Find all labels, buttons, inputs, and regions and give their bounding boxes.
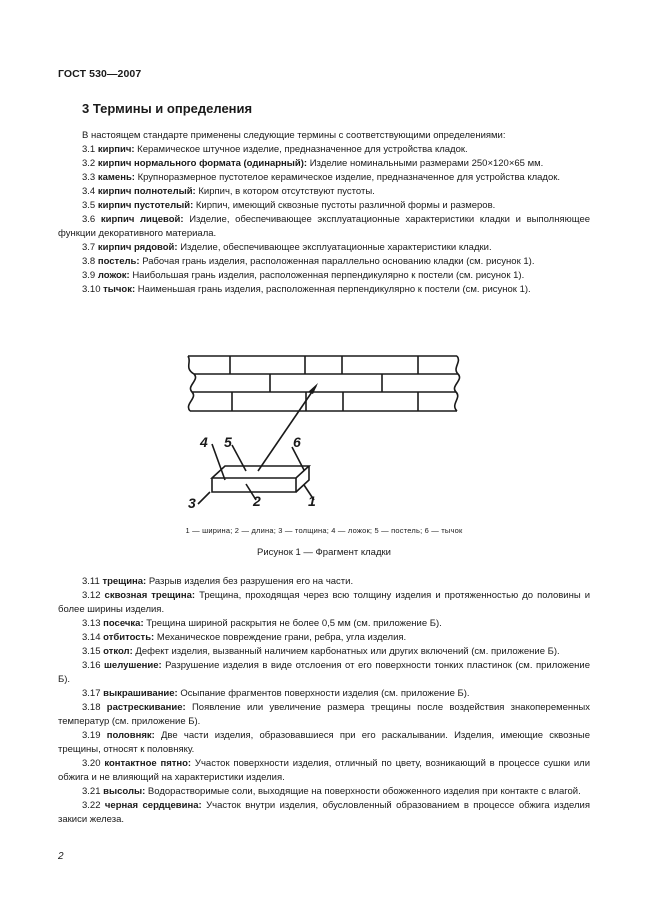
term-paragraph [58, 589, 590, 617]
term-name: высолы: [103, 786, 146, 797]
term-definition: Кирпич, имеющий сквозные пустоты различной формы и размеров. [195, 200, 496, 211]
term-definition: Появление или увеличение размера трещины после воздействия знакопеременных температур (см. приложение Б). [58, 702, 590, 727]
term-number: 3.11 [82, 576, 100, 587]
term-paragraph [58, 575, 590, 589]
term-name: сквозная трещина: [104, 590, 196, 601]
term-name: растрескивание: [106, 702, 186, 713]
term-number: 3.9 [82, 270, 96, 281]
term-number: 3.7 [82, 242, 96, 253]
term-paragraph [58, 617, 590, 631]
term-paragraph [58, 645, 590, 659]
term-paragraph [58, 171, 590, 185]
term-paragraph [58, 185, 590, 199]
term-definition: Две части изделия, образовавшиеся при его раскалывании. Изделия, имеющие сквозные трещины, относят к половняку. [58, 730, 591, 755]
term-number: 3.6 [82, 214, 96, 225]
term-name: кирпич рядовой: [97, 242, 178, 253]
term-number: 3.22 [82, 800, 101, 811]
term-name: тычок: [103, 284, 136, 295]
term-definition: Участок поверхности изделия, отличный по цвету, возникающий в процессе сушки или обжига и не влияющий на характеристики изделия. [58, 758, 591, 783]
term-definition: Наименьшая грань изделия, расположенная перпендикулярно к постели (см. рисунок 1). [137, 284, 531, 295]
term-number: 3.15 [82, 646, 101, 657]
term-number: 3.2 [82, 158, 96, 169]
term-paragraph [58, 213, 590, 241]
figure-label-6: 6 [293, 434, 301, 450]
term-paragraph [58, 283, 590, 297]
term-number: 3.20 [82, 758, 101, 769]
term-definition: Изделие, обеспечивающее эксплуатационные характеристики кладки. [180, 242, 492, 253]
term-number: 3.17 [82, 688, 101, 699]
term-name: ложок: [97, 270, 130, 281]
term-number: 3.12 [82, 590, 101, 601]
masonry-diagram [180, 354, 470, 524]
term-name: шелушение: [104, 660, 162, 671]
term-number: 3.18 [82, 702, 101, 713]
term-paragraph [58, 785, 590, 799]
term-name: откол: [103, 646, 133, 657]
term-paragraph [58, 143, 590, 157]
term-number: 3.8 [82, 256, 96, 267]
figure-label-4: 4 [200, 434, 208, 450]
term-paragraph [58, 687, 590, 701]
term-number: 3.21 [82, 786, 101, 797]
term-definition: Разрыв изделия без разрушения его на части. [148, 576, 354, 587]
page-number: 2 [58, 851, 64, 862]
figure-label-5: 5 [224, 434, 232, 450]
term-definition: Разрушение изделия в виде отслоения от его поверхности тонких пластинок (см. приложение Б). [58, 660, 591, 685]
definitions-part-1 [58, 129, 590, 297]
term-name: контактное пятно: [104, 758, 192, 769]
figure-masonry [180, 354, 470, 529]
term-name: кирпич нормального формата (одинарный): [97, 158, 308, 169]
term-number: 3.4 [82, 186, 96, 197]
terms-list [58, 143, 590, 297]
term-definition: Механическое повреждение грани, ребра, угла изделия. [156, 632, 407, 643]
term-paragraph [58, 241, 590, 255]
figure-legend: 1 — ширина; 2 — длина; 3 — толщина; 4 — ложок; 5 — постель; 6 — тычок [185, 526, 463, 535]
term-name: выкрашивание: [103, 688, 178, 699]
term-name: постель: [97, 256, 140, 267]
term-name: кирпич: [97, 144, 135, 155]
term-paragraph [58, 255, 590, 269]
definitions-part-2 [58, 575, 590, 827]
term-definition: Рабочая грань изделия, расположенная параллельно основанию кладки (см. рисунок 1). [142, 256, 535, 267]
term-definition: Кирпич, в котором отсутствуют пустоты. [198, 186, 375, 197]
term-number: 3.3 [82, 172, 96, 183]
terms-list-2 [58, 575, 590, 827]
term-name: камень: [97, 172, 135, 183]
section-title: 3 Термины и определения [82, 101, 253, 116]
term-name: кирпич лицевой: [100, 214, 184, 225]
term-definition: Трещина шириной раскрытия не более 0,5 мм (см. приложение Б). [146, 618, 442, 629]
term-name: отбитость: [103, 632, 155, 643]
term-definition: Осыпание фрагментов поверхности изделия (см. приложение Б). [180, 688, 470, 699]
figure-caption: Рисунок 1 — Фрагмент кладки [257, 547, 391, 558]
term-paragraph [58, 729, 590, 757]
term-number: 3.14 [82, 632, 101, 643]
term-number: 3.13 [82, 618, 101, 629]
term-number: 3.5 [82, 200, 96, 211]
term-definition: Дефект изделия, вызванный наличием карбонатных или других включений (см. приложение Б). [135, 646, 560, 657]
term-definition: Наибольшая грань изделия, расположенная перпендикулярно к постели (см. рисунок 1). [132, 270, 525, 281]
term-definition: Трещина, проходящая через всю толщину изделия и протяженностью до половины и более ширины изделия. [58, 590, 591, 615]
term-name: кирпич пустотелый: [97, 200, 194, 211]
figure-label-3: 3 [188, 495, 196, 511]
term-definition: Участок внутри изделия, обусловленный образованием в процессе обжига изделия закиси железа. [58, 800, 591, 825]
term-paragraph [58, 701, 590, 729]
term-name: черная сердцевина: [104, 800, 202, 811]
term-number: 3.16 [82, 660, 101, 671]
term-paragraph [58, 757, 590, 785]
term-definition: Керамическое штучное изделие, предназначенное для устройства кладок. [137, 144, 468, 155]
term-definition: Изделие номинальными размерами 250×120×65 мм. [309, 158, 544, 169]
term-number: 3.1 [82, 144, 96, 155]
term-name: кирпич полнотелый: [97, 186, 196, 197]
term-definition: Крупноразмерное пустотелое керамическое изделие, предназначенное для устройства кладок. [137, 172, 561, 183]
term-definition: Водорастворимые соли, выходящие на поверхности обожженного изделия при контакте с влагой. [147, 786, 581, 797]
figure-label-1: 1 [308, 493, 316, 509]
term-paragraph [58, 199, 590, 213]
term-number: 3.10 [82, 284, 101, 295]
term-name: посечка: [103, 618, 144, 629]
term-name: трещина: [102, 576, 147, 587]
term-paragraph [58, 631, 590, 645]
standard-header: ГОСТ 530—2007 [58, 68, 142, 80]
term-definition: Изделие, обеспечивающее эксплуатационные характеристики кладки и выполняющее функции декоративного материала. [58, 214, 591, 239]
term-paragraph [58, 659, 590, 687]
figure-label-2: 2 [253, 493, 261, 509]
term-name: половняк: [106, 730, 155, 741]
term-number: 3.19 [82, 730, 101, 741]
term-paragraph [58, 157, 590, 171]
intro-paragraph: В настоящем стандарте применены следующие термины с соответствующими определениями: [82, 130, 506, 141]
term-paragraph [58, 799, 590, 827]
term-paragraph [58, 269, 590, 283]
